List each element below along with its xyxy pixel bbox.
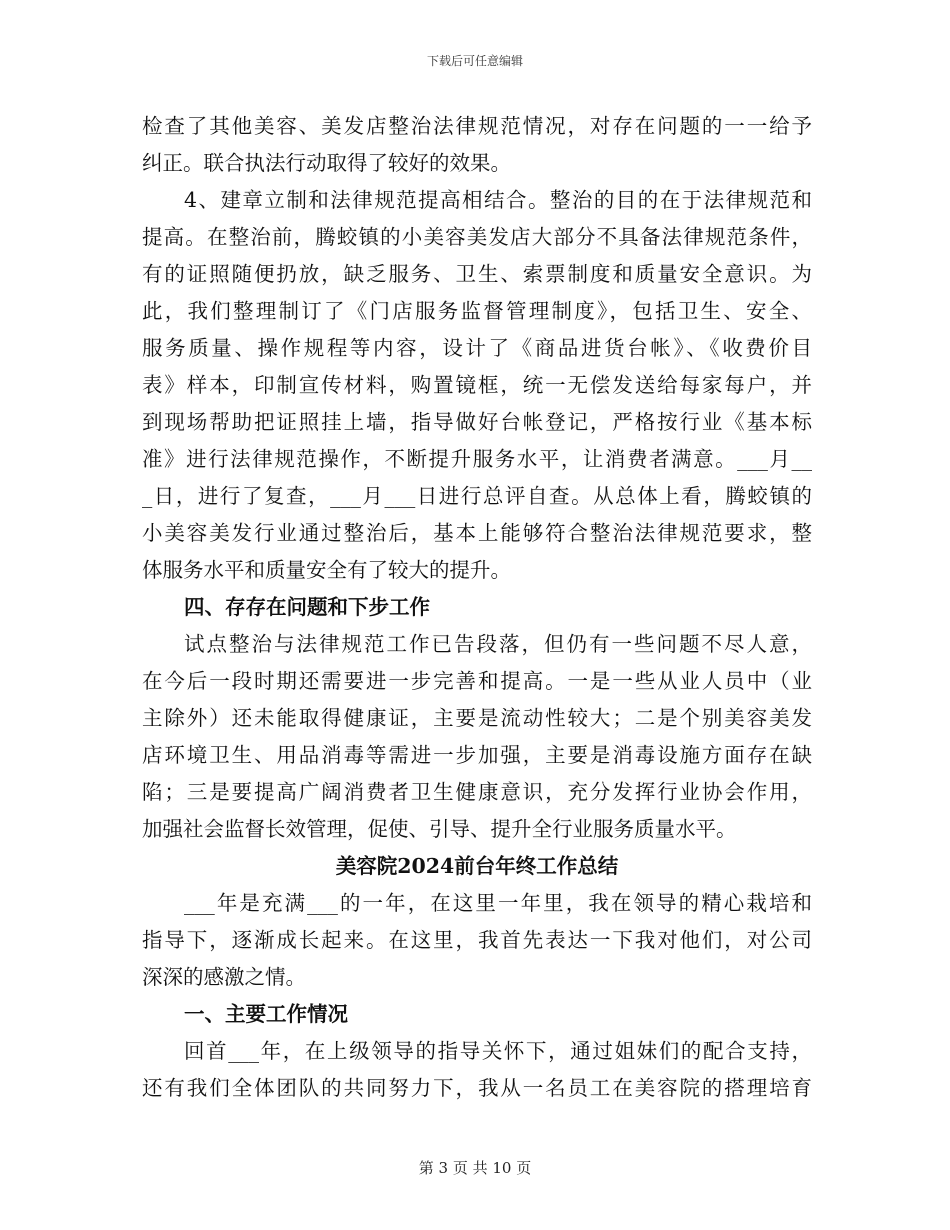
paragraph-line: _日，进行了复查，___月___日进行总评自查。从总体上看，腾蛟镇的 — [142, 484, 812, 508]
page-header: 下载后可任意编辑 — [426, 54, 523, 68]
paragraph-line: 陷；三是要提高广阔消费者卫生健康意识，充分发挥行业协会作用， — [142, 780, 812, 804]
paragraph-line: 到现场帮助把证照挂上墙，指导做好台帐登记，严格按行业《基本标 — [142, 410, 812, 434]
paragraph-line: 准》进行法律规范操作，不断提升服务水平，让消费者满意。___月__ — [142, 447, 812, 471]
paragraph-line: 指导下，逐渐成长起来。在这里，我首先表达一下我对他们，对公司 — [142, 928, 812, 952]
paragraph-line: 服务质量、操作规程等内容，设计了《商品进货台帐》、《收费价目 — [142, 336, 812, 360]
page-footer: 第 3 页 共 10 页 — [418, 1159, 532, 1177]
paragraph-line: 小美容美发行业通过整治后，基本上能够符合整治法律规范要求，整 — [142, 521, 812, 545]
paragraph-line: 加强社会监督长效管理，促使、引导、提升全行业服务质量水平。 — [142, 817, 737, 841]
paragraph-line: ___年是充满___的一年，在这里一年里，我在领导的精心栽培和 — [184, 891, 812, 915]
paragraph-line: 在今后一段时期还需要进一步完善和提高。一是一些从业人员中（业 — [142, 669, 812, 693]
paragraph-line: 提高。在整治前，腾蛟镇的小美容美发店大部分不具备法律规范条件， — [142, 225, 812, 249]
paragraph-line: 4、建章立制和法律规范提高相结合。整治的目的在于法律规范和 — [184, 188, 812, 212]
paragraph-line: 体服务水平和质量安全有了较大的提升。 — [142, 558, 511, 582]
section-heading: 四、存存在问题和下步工作 — [184, 595, 430, 619]
paragraph-line: 店环境卫生、用品消毒等需进一步加强，主要是消毒设施方面存在缺 — [142, 743, 812, 767]
paragraph-line: 有的证照随便扔放，缺乏服务、卫生、索票制度和质量安全意识。为 — [142, 262, 812, 286]
paragraph-line: 还有我们全体团队的共同努力下，我从一名员工在美容院的搭理培育 — [142, 1076, 812, 1100]
document-title: 美容院2024前台年终工作总结 — [335, 854, 619, 878]
paragraph-line: 表》样本，印制宣传材料，购置镜框，统一无偿发送给每家每户，并 — [142, 373, 812, 397]
section-heading: 一、主要工作情况 — [184, 1002, 348, 1026]
paragraph-line: 深深的感激之情。 — [142, 965, 306, 989]
paragraph-line: 此，我们整理制订了《门店服务监督管理制度》，包括卫生、安全、 — [142, 299, 812, 323]
paragraph-line: 试点整治与法律规范工作已告段落，但仍有一些问题不尽人意， — [184, 632, 812, 656]
document-body — [142, 108, 812, 1107]
paragraph-line: 纠正。联合执法行动取得了较好的效果。 — [142, 151, 511, 175]
paragraph-line: 回首___年，在上级领导的指导关怀下，通过姐妹们的配合支持， — [184, 1039, 812, 1063]
paragraph-line: 检查了其他美容、美发店整治法律规范情况，对存在问题的一一给予 — [142, 114, 812, 138]
paragraph-line: 主除外）还未能取得健康证，主要是流动性较大；二是个别美容美发 — [142, 706, 812, 730]
